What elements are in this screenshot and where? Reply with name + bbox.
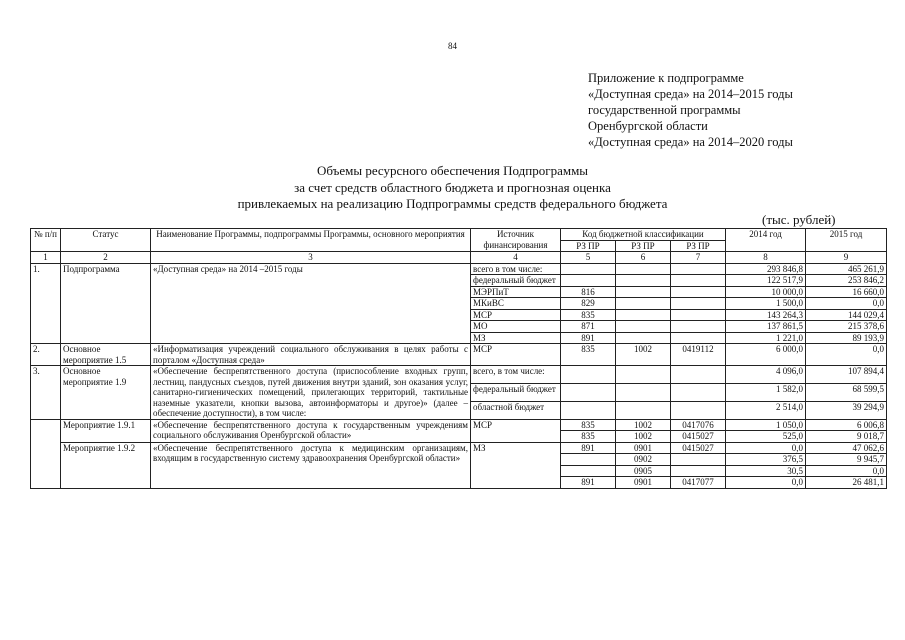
row-num: 1.	[31, 263, 61, 344]
row-name: «Доступная среда» на 2014 –2015 годы	[151, 263, 471, 344]
title-line: за счет средств областного бюджета и прогнозная оценка	[294, 179, 611, 195]
code-cell: 816	[561, 286, 616, 298]
value-2014: 1 050,0	[726, 419, 806, 431]
code-cell	[561, 465, 616, 477]
row-source: МСР	[471, 344, 561, 366]
value-2015: 16 660,0	[806, 286, 887, 298]
appendix-line: «Доступная среда» на 2014–2020 годы	[588, 135, 793, 149]
value-2015: 144 029,4	[806, 309, 887, 321]
code-cell: 891	[561, 477, 616, 489]
code-cell: 0902	[616, 454, 671, 466]
code-cell	[616, 286, 671, 298]
code-cell	[616, 263, 671, 275]
code-cell: 0901	[616, 477, 671, 489]
code-cell	[616, 366, 671, 384]
row-num	[31, 419, 61, 442]
header-2015: 2015 год	[806, 229, 887, 252]
code-cell	[616, 332, 671, 344]
row-source: МО	[471, 321, 561, 333]
code-cell: 1002	[616, 431, 671, 443]
code-cell	[616, 321, 671, 333]
row-source: федеральный бюджет	[471, 383, 561, 401]
value-2014: 0,0	[726, 442, 806, 454]
value-2014: 1 500,0	[726, 298, 806, 310]
document-title	[0, 163, 905, 213]
value-2015: 26 481,1	[806, 477, 887, 489]
row-name: «Информатизация учреждений социального обслуживания в целях работы с порталом «Доступная среда»	[151, 344, 471, 366]
code-cell: 0417077	[671, 477, 726, 489]
title-line: Объемы ресурсного обеспечения Подпрограммы	[316, 163, 589, 178]
row-source: всего, в том числе:	[471, 366, 561, 384]
code-cell	[671, 275, 726, 287]
units-label: (тыс. рублей)	[762, 212, 836, 227]
row-source: МСР	[471, 419, 561, 442]
code-cell	[671, 298, 726, 310]
header-sub: РЗ ПР	[671, 240, 726, 252]
header-source: Источник финансирования	[471, 229, 561, 252]
row-num: 3.	[31, 366, 61, 420]
header-sub: РЗ ПР	[561, 240, 616, 252]
table-row	[31, 344, 887, 366]
code-cell	[561, 366, 616, 384]
value-2015: 39 294,9	[806, 401, 887, 419]
code-cell: 1002	[616, 419, 671, 431]
page-number: 84	[448, 41, 457, 51]
value-2014: 6 000,0	[726, 344, 806, 366]
code-cell: 829	[561, 298, 616, 310]
row-source: федеральный бюджет	[471, 275, 561, 287]
appendix-line: Приложение к подпрограмме	[588, 71, 744, 85]
code-cell	[616, 383, 671, 401]
row-status: Основное мероприятие 1.5	[61, 344, 151, 366]
row-source: всего в том числе:	[471, 263, 561, 275]
value-2015: 0,0	[806, 465, 887, 477]
value-2015: 9 945,7	[806, 454, 887, 466]
col-num: 4	[471, 252, 561, 264]
value-2014: 2 514,0	[726, 401, 806, 419]
row-name: «Обеспечение беспрепятственного доступа к медицинским организациям, входящим в государственную систему здравоохранения Оренбургской области»	[151, 442, 471, 488]
code-cell	[561, 454, 616, 466]
row-name: «Обеспечение беспрепятственного доступа к государственным учреждениям социального обслуживания Оренбургской области»	[151, 419, 471, 442]
code-cell	[616, 309, 671, 321]
title-line: привлекаемых на реализацию Подпрограммы средств федерального бюджета	[237, 196, 668, 211]
value-2015: 47 062,6	[806, 442, 887, 454]
row-source: областной бюджет	[471, 401, 561, 419]
appendix-line: «Доступная среда» на 2014–2015 годы	[588, 87, 793, 101]
value-2014: 1 221,0	[726, 332, 806, 344]
value-2014: 122 517,9	[726, 275, 806, 287]
code-cell	[671, 332, 726, 344]
table-row	[31, 366, 887, 384]
row-source: МСР	[471, 309, 561, 321]
row-source: МЗ	[471, 442, 561, 488]
header-status: Статус	[61, 229, 151, 252]
value-2014: 525,0	[726, 431, 806, 443]
row-num: 2.	[31, 344, 61, 366]
value-2015: 6 006,8	[806, 419, 887, 431]
value-2014: 293 846,8	[726, 263, 806, 275]
header-2014: 2014 год	[726, 229, 806, 252]
value-2014: 137 861,5	[726, 321, 806, 333]
header-sub: РЗ ПР	[616, 240, 671, 252]
code-cell: 891	[561, 332, 616, 344]
row-source: МКиВС	[471, 298, 561, 310]
code-cell: 0415027	[671, 431, 726, 443]
code-cell	[616, 298, 671, 310]
value-2014: 0,0	[726, 477, 806, 489]
header-code: Код бюджетной классификации	[561, 229, 726, 241]
value-2015: 253 846,2	[806, 275, 887, 287]
code-cell	[671, 383, 726, 401]
col-num: 9	[806, 252, 887, 264]
header-name: Наименование Программы, подпрограммы Программы, основного мероприятия	[151, 229, 471, 252]
row-status: Мероприятие 1.9.1	[61, 419, 151, 442]
code-cell	[671, 366, 726, 384]
value-2015: 465 261,9	[806, 263, 887, 275]
header-num: № п/п	[31, 229, 61, 252]
code-cell	[561, 263, 616, 275]
value-2015: 68 599,5	[806, 383, 887, 401]
funding-table	[30, 228, 887, 489]
code-cell: 835	[561, 344, 616, 366]
col-num: 6	[616, 252, 671, 264]
row-status: Основное мероприятие 1.9	[61, 366, 151, 420]
row-source: МЗ	[471, 332, 561, 344]
table-row	[31, 263, 887, 275]
code-cell: 835	[561, 309, 616, 321]
code-cell	[671, 401, 726, 419]
value-2014: 30,5	[726, 465, 806, 477]
code-cell	[671, 286, 726, 298]
col-num: 3	[151, 252, 471, 264]
code-cell: 0419112	[671, 344, 726, 366]
value-2015: 215 378,6	[806, 321, 887, 333]
value-2015: 9 018,7	[806, 431, 887, 443]
code-cell: 0415027	[671, 442, 726, 454]
value-2014: 143 264,3	[726, 309, 806, 321]
code-cell	[561, 383, 616, 401]
row-source: МЭРПиТ	[471, 286, 561, 298]
code-cell	[616, 275, 671, 287]
code-cell	[671, 309, 726, 321]
code-cell: 871	[561, 321, 616, 333]
code-cell	[671, 454, 726, 466]
col-num: 2	[61, 252, 151, 264]
code-cell	[616, 401, 671, 419]
code-cell: 1002	[616, 344, 671, 366]
value-2015: 107 894,4	[806, 366, 887, 384]
code-cell	[561, 275, 616, 287]
col-num: 7	[671, 252, 726, 264]
table-row	[31, 419, 887, 431]
row-status: Мероприятие 1.9.2	[61, 442, 151, 488]
code-cell: 835	[561, 419, 616, 431]
appendix-line: государственной программы	[588, 103, 741, 117]
row-num	[31, 442, 61, 488]
code-cell	[671, 263, 726, 275]
value-2015: 89 193,9	[806, 332, 887, 344]
col-num: 1	[31, 252, 61, 264]
code-cell: 891	[561, 442, 616, 454]
code-cell: 0905	[616, 465, 671, 477]
col-num: 8	[726, 252, 806, 264]
code-cell: 835	[561, 431, 616, 443]
table-row	[31, 442, 887, 454]
code-cell	[671, 321, 726, 333]
appendix-line: Оренбургской области	[588, 119, 708, 133]
value-2014: 10 000,0	[726, 286, 806, 298]
code-cell: 0901	[616, 442, 671, 454]
header-row	[31, 229, 887, 241]
value-2014: 4 096,0	[726, 366, 806, 384]
col-num: 5	[561, 252, 616, 264]
value-2015: 0,0	[806, 344, 887, 366]
value-2014: 376,5	[726, 454, 806, 466]
row-status: Подпрограмма	[61, 263, 151, 344]
row-name: «Обеспечение беспрепятственного доступа (приспособление входных групп, лестниц, пандусных съездов, путей движения внутри зданий, зон оказания услуг, санитарно-гигиенических помещений, прилегающих территорий, тактильные наземные указатели, кнопки вызова, автоинформаторы и другое)» (далее – обеспечение доступности), в том числе:	[151, 366, 471, 420]
value-2015: 0,0	[806, 298, 887, 310]
column-number-row	[31, 252, 887, 264]
appendix-header	[588, 70, 793, 150]
code-cell	[671, 465, 726, 477]
value-2014: 1 582,0	[726, 383, 806, 401]
code-cell: 0417076	[671, 419, 726, 431]
code-cell	[561, 401, 616, 419]
